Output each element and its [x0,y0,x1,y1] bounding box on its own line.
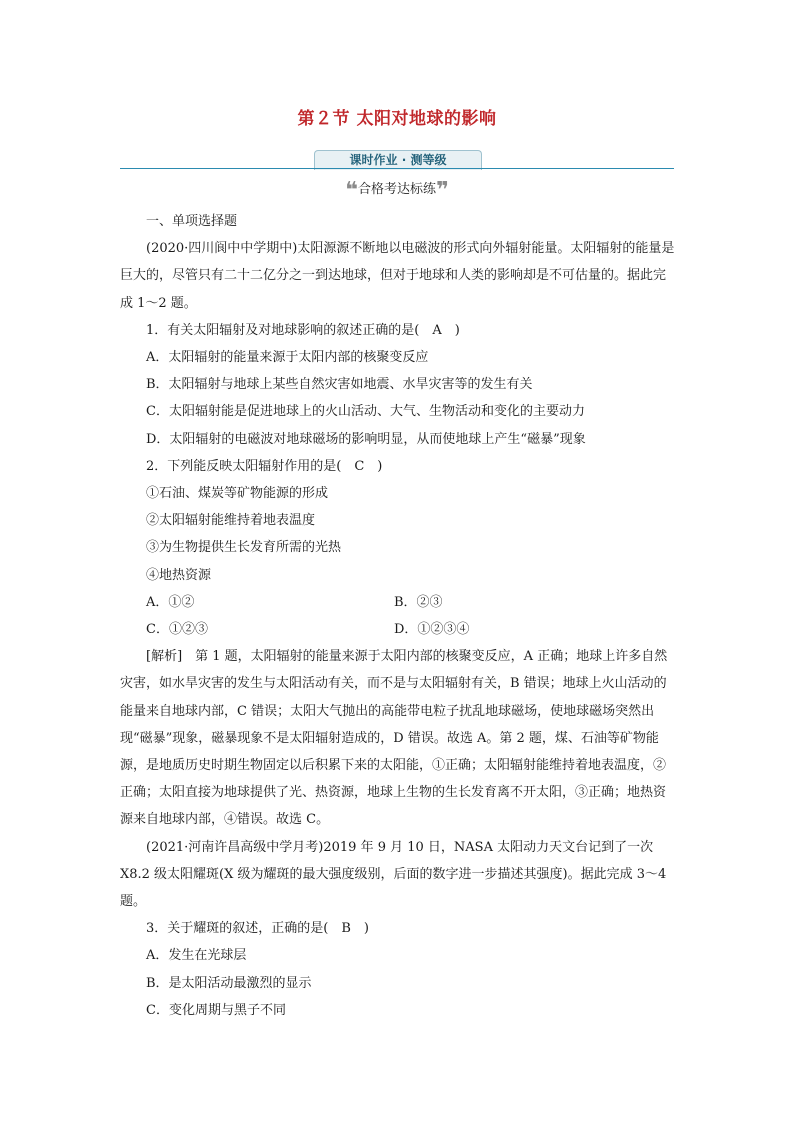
question-2-stem: 2．下列能反映太阳辐射作用的是( C ) [146,458,383,474]
question-3-stem: 3．关于耀斑的叙述，正确的是( B ) [146,921,369,937]
section-label [0,178,794,202]
passage-intro-1: (2020·四川阆中中学期中)太阳源源不断地以电磁波的形式向外辐射能量。太阳辐射的能量是巨大的，尽管只有二十二亿分之一到达地球，但对于地球和人类的影响却是不可估量的。据此完成 1～2 题。 [120,241,675,311]
question-1-stem: 1．有关太阳辐射及对地球影响的叙述正确的是( A ) [146,322,460,338]
question-1-option-c: C．太阳辐射能是促进地球上的火山活动、大气、生物活动和变化的主要动力 [146,404,585,420]
question-2-option-d: D．①②③④ [394,622,470,638]
exercise-content [120,208,676,1024]
question-2-item-1: ①石油、煤炭等矿物能源的形成 [146,486,329,502]
section-heading: 一、单项选择题 [146,214,238,229]
question-1-option-b: B．太阳辐射与地球上某些自然灾害如地震、水旱灾害等的发生有关 [146,377,533,393]
passage-intro-2: (2021·河南许昌高级中学月考)2019 年 9 月 10 日，NASA 太阳动力天文台记到了一次X8.2 级太阳耀斑(X 级为耀斑的最大强度级别，后面的数字进一步描述其强度)。据此完成 3～4 题。 [120,839,667,910]
page-title: 第２节 太阳对地球的影响 [297,109,497,129]
question-2-option-a: A．①② [146,594,195,610]
open-quote-icon: ❝ [345,178,358,203]
question-2-options-row-2 [120,616,676,643]
question-2-item-2: ②太阳辐射能维持着地表温度 [146,513,316,529]
question-3-option-a: A．发生在光球层 [146,948,247,964]
homework-banner: 课时作业 · 测等级 [314,150,482,170]
question-2-option-b: B．②③ [394,594,443,610]
question-2-options-row-1 [120,589,676,616]
analysis-paragraph: [解析] 第 1 题，太阳辐射的能量来源于太阳内部的核聚变反应，A 正确；地球上许多自然灾害，如水旱灾害的发生与太阳活动有关，而不是与太阳辐射有关，B 错误；地球上火山活动的能量来自地球内部，C 错误；太阳大气抛出的高能带电粒子扰乱地球磁场，使地球磁场突然出现“磁暴”现象，磁暴现象不是太阳辐射造成的，D 错误。故选 A。第 2 题，煤、石油等矿物能源，是地质历史时期生物固定以后积累下来的太阳能，①正确；太阳辐射能维持着地表温度，②正确；太阳直接为地球提供了光、热资源，地球上生物的生长发育离不开太阳，③正确；地热资源来自地球内部，④错误。故选 C。 [120,649,668,828]
question-1-option-a: A．太阳辐射的能量来源于太阳内部的核聚变反应 [146,350,429,366]
question-2-item-3: ③为生物提供生长发育所需的光热 [146,540,342,556]
question-2-item-4: ④地热资源 [146,567,212,583]
header-divider [120,168,674,169]
question-3-option-b: B．是太阳活动最激烈的显示 [146,975,312,991]
question-1-option-d: D．太阳辐射的电磁波对地球磁场的影响明显，从而使地球上产生“磁暴”现象 [146,431,586,447]
question-2-option-c: C．①②③ [146,622,208,638]
close-quote-icon: ❞ [436,178,449,203]
question-3-option-c: C．变化周期与黑子不同 [146,1002,286,1018]
section-label-text: 合格考达标练 [357,182,436,197]
